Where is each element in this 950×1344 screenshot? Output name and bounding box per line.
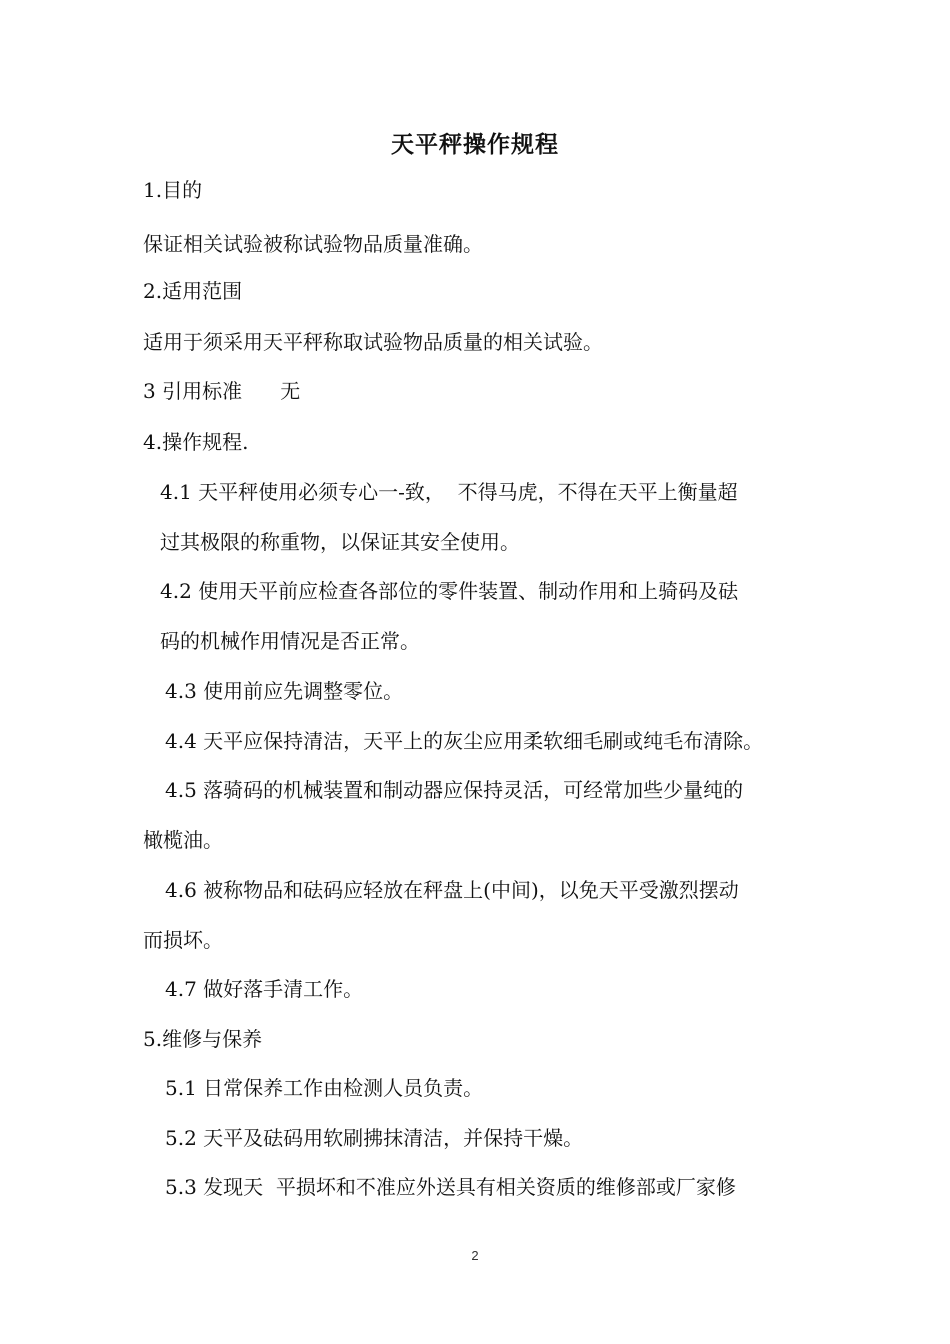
maintenance-item-5-3: 5.3 发现天 平损坏和不准应外送具有相关资质的维修部或厂家修 <box>165 1175 736 1199</box>
procedure-item-4-1-line-1: 4.1 天平秤使用必须专心一-致， 不得马虎，不得在天平上衡量超 <box>160 480 738 504</box>
section-heading-scope: 2.适用范围 <box>143 279 243 303</box>
section-heading-references: 3 引用标准 无 <box>143 379 301 403</box>
procedure-item-4-2-line-1: 4.2 使用天平前应检查各部位的零件装置、制动作用和上骑码及砝 <box>160 579 739 603</box>
maintenance-item-5-1: 5.1 日常保养工作由检测人员负责。 <box>165 1076 484 1100</box>
procedure-item-4-5-line-2: 橄榄油。 <box>143 828 223 852</box>
maintenance-item-5-2: 5.2 天平及砝码用软刷拂抹清洁，并保持干燥。 <box>165 1126 584 1150</box>
paragraph-scope: 适用于须采用天平秤称取试验物品质量的相关试验。 <box>143 330 603 354</box>
page-number: 2 <box>471 1248 479 1263</box>
paragraph-purpose: 保证相关试验被称试验物品质量准确。 <box>143 232 483 256</box>
procedure-item-4-4: 4.4 天平应保持清洁，天平上的灰尘应用柔软细毛刷或纯毛布清除。 <box>165 729 764 753</box>
procedure-item-4-3: 4.3 使用前应先调整零位。 <box>165 679 404 703</box>
document-title: 天平秤操作规程 <box>391 131 559 158</box>
procedure-item-4-1-line-2: 过其极限的称重物，以保证其安全使用。 <box>160 530 520 554</box>
section-heading-procedure: 4.操作规程. <box>143 430 249 454</box>
procedure-item-4-7: 4.7 做好落手清工作。 <box>165 977 364 1001</box>
section-heading-purpose: 1.目的 <box>143 178 203 202</box>
procedure-item-4-6-line-1: 4.6 被称物品和砝码应轻放在秤盘上(中间)，以免天平受激烈摆动 <box>165 878 739 902</box>
procedure-item-4-2-line-2: 码的机械作用情况是否正常。 <box>160 629 420 653</box>
section-heading-maintenance: 5.维修与保养 <box>143 1027 263 1051</box>
procedure-item-4-6-line-2: 而损坏。 <box>143 928 223 952</box>
procedure-item-4-5-line-1: 4.5 落骑码的机械装置和制动器应保持灵活，可经常加些少量纯的 <box>165 778 744 802</box>
